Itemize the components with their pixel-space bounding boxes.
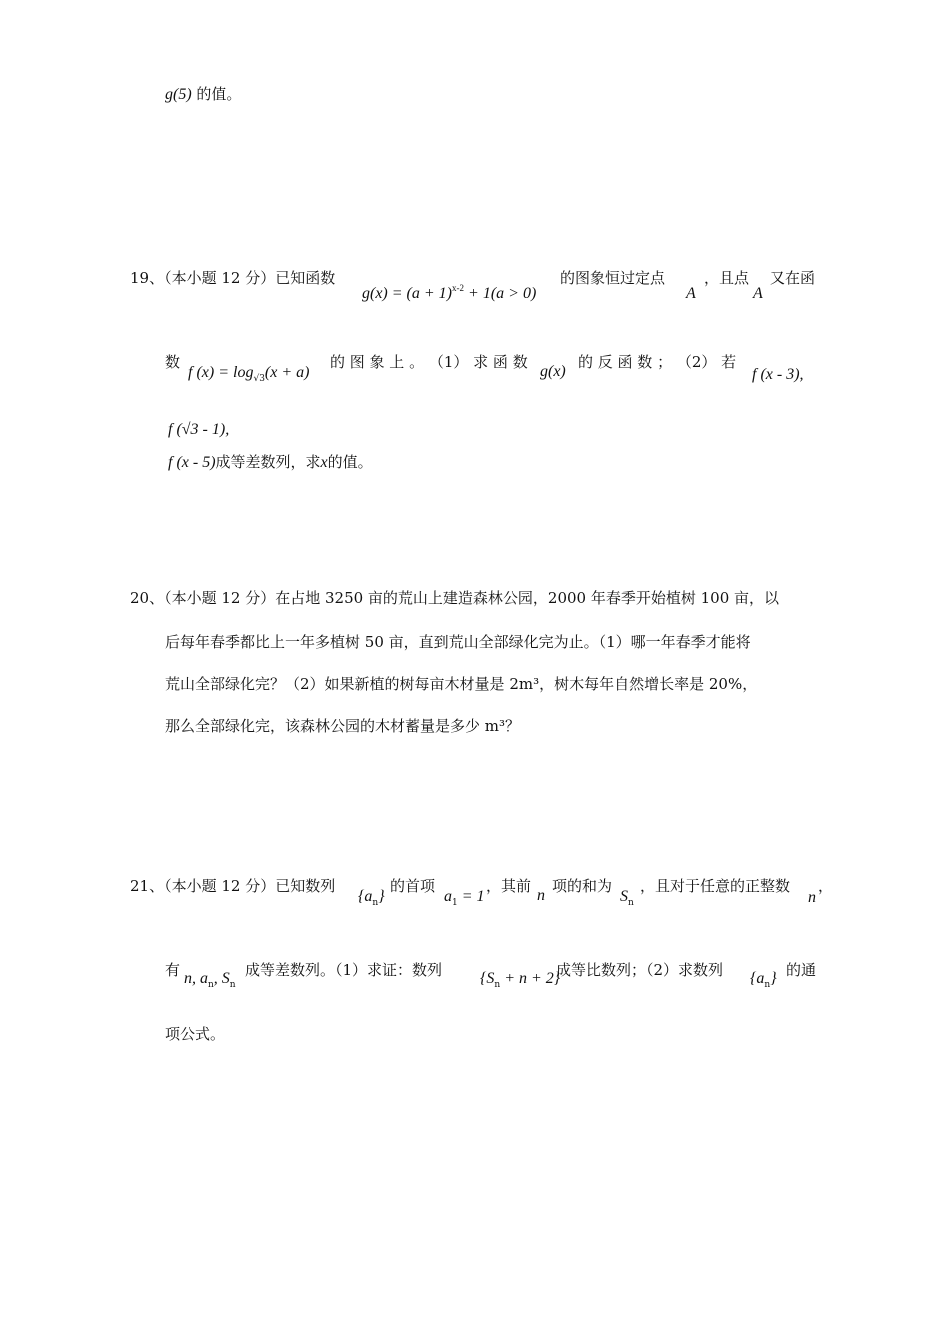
- n-var: n: [537, 887, 545, 904]
- q20-line3: 荒山全部绿化完？（2）如果新植的树每亩木材量是 2m³，树木每年自然增长率是 20%，: [165, 675, 758, 693]
- a1-eq: $a_1 = 1$: [444, 888, 485, 908]
- q21-line1-d: 项的和为: [552, 877, 613, 895]
- q21-line1-c: ，其前: [486, 877, 532, 895]
- q21-line1-a: 21、（本小题 12 分）已知数列: [130, 877, 336, 895]
- q19-line1: [130, 268, 335, 288]
- q20-line2: 后每年春季都比上一年多植树 50 亩，直到荒山全部绿化完为止。（1）哪一年春季才能将: [165, 633, 751, 651]
- n-var-2: n: [808, 889, 816, 906]
- seq-an: $\{a_n\}$: [358, 888, 385, 908]
- q21-line2-d: 的通: [786, 961, 817, 979]
- n-an-sn: n, $a_n$, $S_n$: [184, 970, 236, 990]
- point-a-2: A: [753, 285, 763, 302]
- q19-line2-c: 的 反 函 数 ； （2） 若: [578, 353, 737, 371]
- math-g5: g(5): [165, 86, 192, 103]
- math-fx-3: f (x - 3),: [752, 366, 804, 383]
- q21-line2-c: 成等比数列；（2）求数列: [556, 961, 724, 979]
- q20-line1: 20、（本小题 12 分）在占地 3250 亩的荒山上建造森林公园，2000 年春季开始植树 100 亩，以: [130, 589, 780, 607]
- q21-line2-a: 有: [165, 961, 181, 979]
- q18-ending: [165, 84, 241, 105]
- math-gx: g(x): [540, 363, 566, 380]
- q20-line4: 那么全部绿化完，该森林公园的木材蓄量是多少 m³？: [165, 717, 521, 735]
- q19-line4: f (x - 5)成等差数列，求x的值。: [168, 453, 373, 471]
- q21-line3: 项公式。: [165, 1025, 226, 1043]
- math-f-sqrt3: f (√3 - 1),: [168, 421, 230, 438]
- seq-sn-n-2: $\{S_n + n + 2\}$: [480, 970, 561, 990]
- q19-line1-b: 的图象恒过定点: [560, 269, 666, 287]
- q19-line1-d: 又在函: [770, 269, 816, 287]
- q19-line2-a: 数: [165, 353, 181, 371]
- q19-line2-b: 的 图 象 上 。 （1） 求 函 数: [330, 353, 528, 371]
- seq-an-2: $\{a_n\}$: [750, 970, 777, 990]
- q21-line1-f: ，: [818, 877, 834, 895]
- q19-line1-c: ，且点: [704, 269, 750, 287]
- q19-function-f: f $(x) = \log_{√3}(x + a)$: [188, 364, 310, 384]
- q19-function-g: $g(x) = (a + 1)^{x-2} + 1(a > 0)$: [362, 283, 537, 302]
- q21-line1-e: ，且对于任意的正整数: [640, 877, 791, 895]
- q19-intro: 19、（本小题 12 分）已知函数: [130, 269, 336, 287]
- q18-end-text: 的值。: [191, 85, 242, 103]
- point-a: A: [686, 285, 696, 302]
- sn: $S_n$: [620, 888, 634, 908]
- q21-line2-b: 成等差数列。（1）求证：数列: [245, 961, 443, 979]
- q21-line1-b: 的首项: [390, 877, 436, 895]
